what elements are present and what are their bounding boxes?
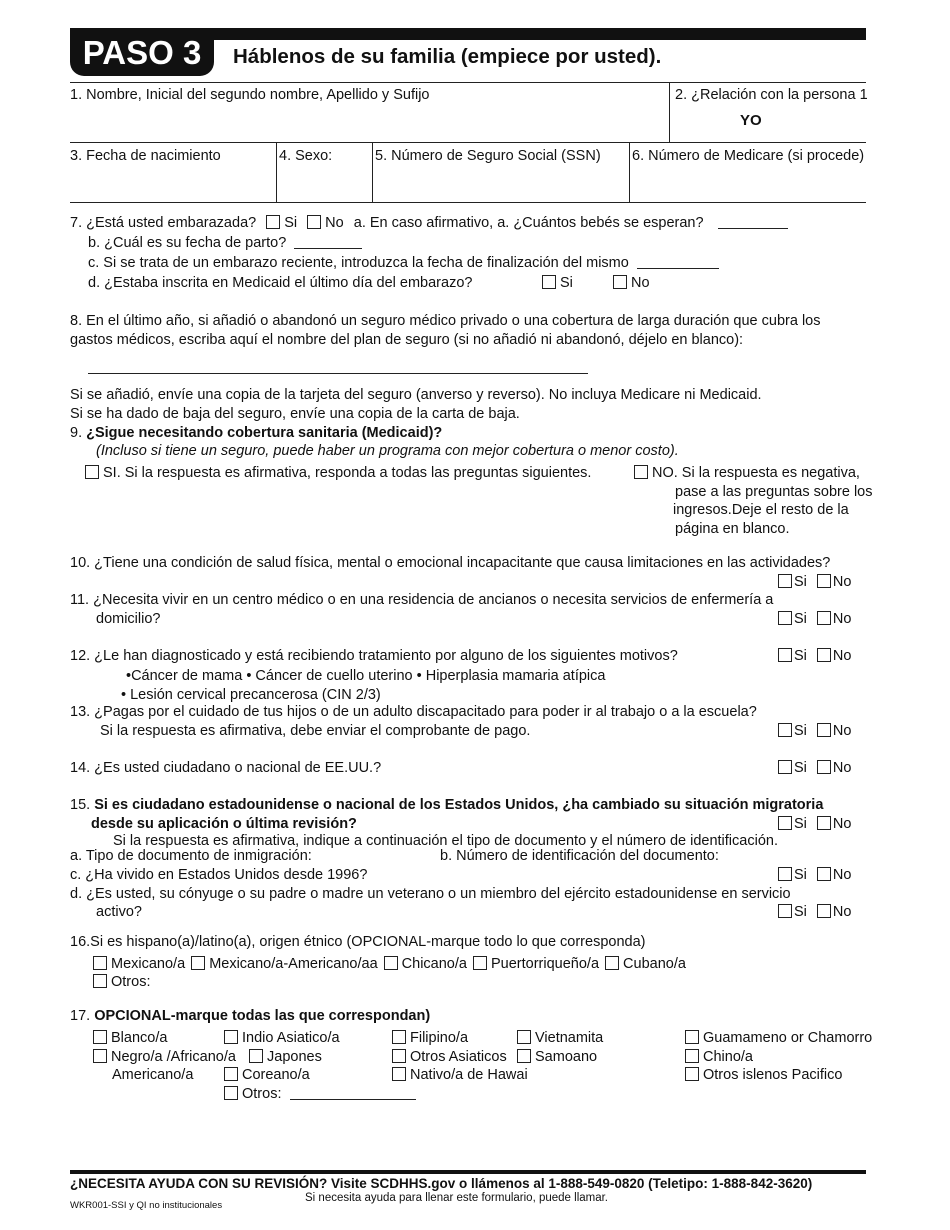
q11-yes-checkbox[interactable]	[778, 611, 792, 625]
q8-line1: 8. En el último año, si añadió o abandonó un seguro médico privado o una cobertura de larga duración que cubra los	[70, 313, 821, 329]
q17-otros-input[interactable]	[290, 1086, 416, 1100]
q7d-yes-checkbox[interactable]	[542, 275, 556, 289]
q17-japones-checkbox[interactable]	[249, 1049, 263, 1063]
q7d-no	[613, 275, 650, 292]
q17-vietnamita	[517, 1030, 603, 1047]
yes-label: Si	[284, 215, 298, 231]
no-label: No	[832, 611, 852, 627]
q17-negro	[93, 1049, 236, 1066]
q15-note: Si la respuesta es afirmativa, indique a continuación el tipo de documento y el número de identificación.	[113, 833, 778, 849]
q10-no-checkbox[interactable]	[817, 574, 831, 588]
q15d-line1: d. ¿Es usted, su cónyuge o su padre o madre un veterano o un miembro del ejército estadounidense en servicio	[70, 886, 791, 902]
q17-option-label: Otros islenos Pacifico	[703, 1067, 843, 1083]
q17-option-label: Chino/a	[703, 1049, 753, 1065]
q17-option-label: Negro/a /Africano/a	[111, 1049, 236, 1065]
yes-label: Si	[794, 611, 807, 627]
q9-yes-text: SI. Si la respuesta es afirmativa, responda a todas las preguntas siguientes.	[103, 465, 592, 481]
grid-line	[70, 82, 866, 83]
medicare-field-label: 6. Número de Medicare (si procede)	[632, 148, 865, 164]
q9-no-text: NO. Si la respuesta es negativa,	[652, 465, 860, 481]
q17-question	[70, 1008, 430, 1025]
q17-guamameno-checkbox[interactable]	[685, 1030, 699, 1044]
q17-otros-checkbox[interactable]	[224, 1086, 238, 1100]
q13-no-checkbox[interactable]	[817, 723, 831, 737]
q7b-question: b. ¿Cuál es su fecha de parto?	[88, 235, 287, 251]
q16-option-label: Mexicano/a-Americano/aa	[209, 956, 378, 972]
grid-line	[70, 202, 866, 203]
q17-option-label: Guamameno or Chamorro	[703, 1030, 873, 1046]
q11-line1: 11. ¿Necesita vivir en un centro médico o en una residencia de ancianos o necesita servicios de enfermería a	[70, 592, 774, 608]
step-label: PASO 3	[70, 28, 214, 76]
q17-negro-checkbox[interactable]	[93, 1049, 107, 1063]
q17-option-label: Filipino/a	[410, 1030, 469, 1046]
q17-otros-asiaticos-checkbox[interactable]	[392, 1049, 406, 1063]
q12-no-checkbox[interactable]	[817, 648, 831, 662]
q17-otros-asiaticos	[392, 1049, 507, 1066]
q9-note: (Incluso si tiene un seguro, puede haber un programa con mejor cobertura o menor costo).	[96, 443, 679, 459]
q9-yes-checkbox[interactable]	[85, 465, 99, 479]
no-label: No	[832, 904, 852, 920]
q17-option-label: Coreano/a	[242, 1067, 310, 1083]
q13-line2: Si la respuesta es afirmativa, debe enviar el comprobante de pago.	[100, 723, 531, 739]
q7d-no-checkbox[interactable]	[613, 275, 627, 289]
q15c-no-checkbox[interactable]	[817, 867, 831, 881]
q17-japones	[249, 1049, 322, 1066]
q17-coreano-checkbox[interactable]	[224, 1067, 238, 1081]
q16-cubano-checkbox[interactable]	[605, 956, 619, 970]
q7c-end-date-input[interactable]	[637, 255, 719, 269]
q17-option-label: Japones	[267, 1049, 322, 1065]
q16-otros-checkbox[interactable]	[93, 974, 107, 988]
q15c-yes-no	[778, 867, 851, 883]
q7-yes-checkbox[interactable]	[266, 215, 280, 229]
q16-option-label: Chicano/a	[401, 956, 467, 972]
q9-question	[70, 425, 442, 442]
q7c-question: c. Si se trata de un embarazo reciente, introduzca la fecha de finalización del mismo	[88, 255, 629, 271]
q17-filipino	[392, 1030, 468, 1047]
q15c-yes-checkbox[interactable]	[778, 867, 792, 881]
q16-option-label: Cubano/a	[623, 956, 686, 972]
q17-indio	[224, 1030, 340, 1047]
q15-number: 15.	[70, 797, 91, 813]
q17-guamameno	[685, 1030, 872, 1047]
q16-other-option	[93, 974, 150, 991]
q7-line	[70, 215, 788, 232]
no-label: No	[631, 275, 650, 291]
q11-no-checkbox[interactable]	[817, 611, 831, 625]
q17-number: 17.	[70, 1008, 91, 1024]
q16-question: 16.Si es hispano(a)/latino(a), origen étnico (OPCIONAL-marque todo lo que corresponda)	[70, 934, 646, 950]
q12-yes-no	[778, 648, 851, 664]
q9-yes-option	[85, 465, 591, 482]
q14-yes-no	[778, 760, 851, 776]
q17-nativo	[392, 1067, 528, 1084]
q9-no-option	[634, 465, 860, 482]
q9-no-checkbox[interactable]	[634, 465, 648, 479]
q17-question-text: OPCIONAL-marque todas las que correspondan)	[94, 1008, 431, 1024]
q15a-doc-type-label: a. Tipo de documento de inmigración:	[70, 848, 312, 864]
q17-blanco	[93, 1030, 167, 1047]
q8-line2: gastos médicos, escriba aquí el nombre del plan de seguro (si no añadió ni abandonó, déjelo en blanco):	[70, 332, 744, 348]
q10-question: 10. ¿Tiene una condición de salud física, mental o emocional incapacitante que causa limitaciones en las actividades?	[70, 555, 831, 571]
yes-label: Si	[560, 275, 573, 291]
q7a-babies-input[interactable]	[718, 215, 788, 229]
q17-option-label: Otros:	[242, 1086, 282, 1102]
q17-samoano	[517, 1049, 597, 1066]
q12-yes-checkbox[interactable]	[778, 648, 792, 662]
q17-option-label: Blanco/a	[111, 1030, 168, 1046]
q17-option-label: Otros Asiaticos	[410, 1049, 507, 1065]
q17-samoano-checkbox[interactable]	[517, 1049, 531, 1063]
yes-label: Si	[794, 816, 807, 832]
no-label: No	[832, 648, 852, 664]
q14-no-checkbox[interactable]	[817, 760, 831, 774]
q8-plan-name-input[interactable]	[88, 373, 588, 374]
q15c-question: c. ¿Ha vivido en Estados Unidos desde 1996?	[70, 867, 368, 883]
yes-label: Si	[794, 723, 807, 739]
q17-option-label: Vietnamita	[535, 1030, 604, 1046]
yes-label: Si	[794, 760, 807, 776]
no-label: No	[832, 574, 852, 590]
q17-otros	[224, 1086, 416, 1103]
ssn-field-label: 5. Número de Seguro Social (SSN)	[375, 148, 601, 164]
birthdate-field-label: 3. Fecha de nacimiento	[70, 148, 221, 164]
q16-option-label: Mexicano/a	[111, 956, 186, 972]
step-title: Háblenos de su familia (empiece por usted).	[233, 45, 662, 68]
q17-blanco-checkbox[interactable]	[93, 1030, 107, 1044]
q15b-doc-id-label: b. Número de identificación del documento:	[440, 848, 719, 864]
q16-other-label: Otros:	[111, 974, 151, 990]
q7b-line	[88, 235, 362, 252]
grid-line	[669, 82, 670, 142]
q12-list1: •Cáncer de mama • Cáncer de cuello uterino • Hiperplasia mamaria atípica	[126, 668, 606, 684]
q10-yes-no	[778, 574, 851, 590]
q15d-yes-checkbox[interactable]	[778, 904, 792, 918]
q8-note1: Si se añadió, envíe una copia de la tarjeta del seguro (anverso y reverso). No incluya Medicare ni Medicaid.	[70, 387, 762, 403]
q16-mexicano-americano-checkbox[interactable]	[191, 956, 205, 970]
q15-yes-no	[778, 816, 851, 832]
q16-option-label: Puertorriqueño/a	[491, 956, 600, 972]
q9-no-text-line4: página en blanco.	[675, 521, 790, 537]
q17-chino-checkbox[interactable]	[685, 1049, 699, 1063]
grid-line	[276, 142, 277, 202]
q15-line1	[70, 797, 823, 814]
q17-option-label: Indio Asiatico/a	[242, 1030, 340, 1046]
footer-help-text: ¿NECESITA AYUDA CON SU REVISIÓN? Visite SCDHHS.gov o llámenos al 1-888-549-0820 (Teletipo: 1-888-842-3620)	[70, 1176, 813, 1191]
q17-coreano	[224, 1067, 310, 1084]
q13-yes-no	[778, 723, 851, 739]
no-label: No	[832, 816, 852, 832]
q7d-question: d. ¿Estaba inscrita en Medicaid el último día del embarazo?	[88, 275, 473, 291]
q16-options	[93, 956, 686, 973]
no-label: No	[832, 867, 852, 883]
q15-no-checkbox[interactable]	[817, 816, 831, 830]
q7b-due-date-input[interactable]	[294, 235, 362, 249]
q7-no-checkbox[interactable]	[307, 215, 321, 229]
grid-line	[629, 142, 630, 202]
q13-line1: 13. ¿Pagas por el cuidado de tus hijos o de un adulto discapacitado para poder ir al trabajo o a la escuela?	[70, 704, 757, 720]
no-label: No	[832, 760, 852, 776]
q8-note2: Si se ha dado de baja del seguro, envíe una copia de la carta de baja.	[70, 406, 520, 422]
no-label: No	[832, 723, 852, 739]
q17-vietnamita-checkbox[interactable]	[517, 1030, 531, 1044]
q15d-yes-no	[778, 904, 851, 920]
q7-question: 7. ¿Está usted embarazada?	[70, 215, 257, 231]
grid-line	[372, 142, 373, 202]
q12-question: 12. ¿Le han diagnosticado y está recibiendo tratamiento por alguno de los siguientes motivos?	[70, 648, 678, 664]
q16-puertorriqueno-checkbox[interactable]	[473, 956, 487, 970]
q7d-yes	[542, 275, 573, 292]
q17-nativo-checkbox[interactable]	[392, 1067, 406, 1081]
no-label: No	[325, 215, 344, 231]
footer-bar	[70, 1170, 866, 1174]
q9-number: 9.	[70, 425, 83, 441]
relationship-value: YO	[740, 112, 762, 129]
grid-line	[70, 142, 866, 143]
q11-yes-no	[778, 611, 851, 627]
yes-label: Si	[794, 867, 807, 883]
form-id: WKR001-SSI y QI no institucionales	[70, 1200, 223, 1211]
q16-mexicano-checkbox[interactable]	[93, 956, 107, 970]
q17-filipino-checkbox[interactable]	[392, 1030, 406, 1044]
name-field-label: 1. Nombre, Inicial del segundo nombre, Apellido y Sufijo	[70, 87, 430, 103]
q14-question: 14. ¿Es usted ciudadano o nacional de EE.UU.?	[70, 760, 382, 776]
yes-label: Si	[794, 648, 807, 664]
q17-otros-islenos-checkbox[interactable]	[685, 1067, 699, 1081]
footer-subtext: Si necesita ayuda para llenar este formulario, puede llamar.	[305, 1192, 609, 1204]
q15-yes-checkbox[interactable]	[778, 816, 792, 830]
q9-question-text: ¿Sigue necesitando cobertura sanitaria (Medicaid)?	[86, 425, 443, 441]
q15-line2: desde su aplicación o última revisión?	[91, 816, 357, 832]
q10-yes-checkbox[interactable]	[778, 574, 792, 588]
q15d-no-checkbox[interactable]	[817, 904, 831, 918]
q9-no-text-line2: pase a las preguntas sobre los	[675, 484, 873, 500]
q7c-line	[88, 255, 719, 272]
q15-question-text: Si es ciudadano estadounidense o nacional de los Estados Unidos, ¿ha cambiado su situación migratoria	[94, 797, 824, 813]
yes-label: Si	[794, 574, 807, 590]
q17-otros-islenos	[685, 1067, 842, 1084]
q17-option-label: Samoano	[535, 1049, 598, 1065]
q12-list2: • Lesión cervical precancerosa (CIN 2/3)	[121, 687, 381, 703]
q16-chicano-checkbox[interactable]	[384, 956, 398, 970]
q14-yes-checkbox[interactable]	[778, 760, 792, 774]
relationship-field-label: 2. ¿Relación con la persona 1	[675, 87, 868, 103]
q11-line2: domicilio?	[96, 611, 161, 627]
q13-yes-checkbox[interactable]	[778, 723, 792, 737]
q17-americano-label: Americano/a	[112, 1067, 194, 1083]
q7a-question: a. En caso afirmativo, a. ¿Cuántos bebés se esperan?	[353, 215, 704, 231]
q15d-line2: activo?	[96, 904, 142, 920]
q17-indio-checkbox[interactable]	[224, 1030, 238, 1044]
q9-no-text-line3: ingresos.Deje el resto de la	[673, 502, 849, 518]
yes-label: Si	[794, 904, 807, 920]
sex-field-label: 4. Sexo:	[279, 148, 333, 164]
q17-option-label: Nativo/a de Hawai	[410, 1067, 528, 1083]
q17-chino	[685, 1049, 753, 1066]
